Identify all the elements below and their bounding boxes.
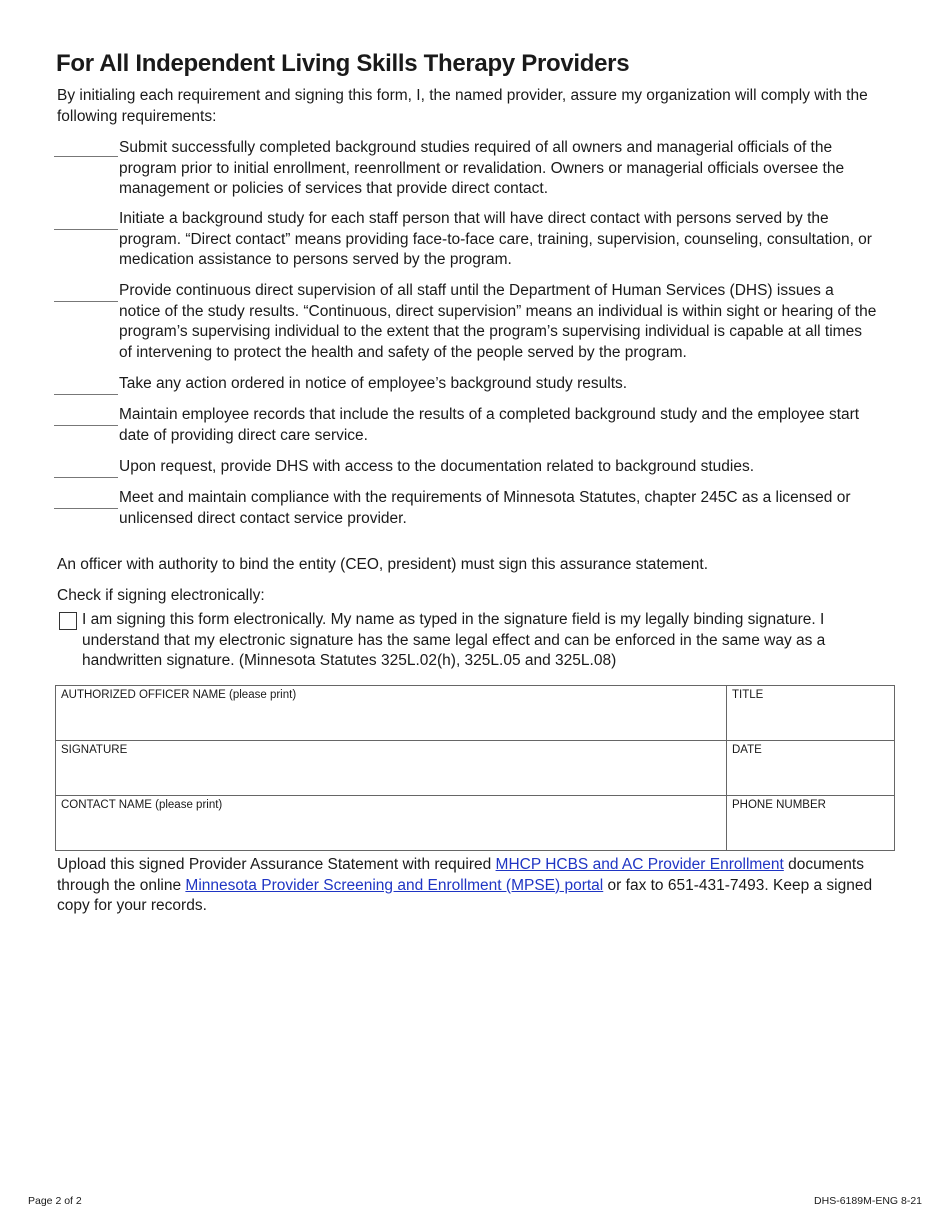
upload-text-2: documents through the online — [57, 856, 864, 894]
page-number: Page 2 of 2 — [28, 1195, 82, 1207]
form-id: DHS-6189M-ENG 8-21 — [814, 1195, 922, 1207]
date-field[interactable] — [727, 741, 895, 796]
initial-blank[interactable] — [54, 301, 118, 302]
field-label: CONTACT NAME (please print) — [61, 799, 223, 811]
requirement-text: Take any action ordered in notice of employee’s background study results. — [119, 375, 628, 392]
upload-text-1: Upload this signed Provider Assurance Statement with required — [57, 856, 496, 873]
initial-blank[interactable] — [54, 508, 118, 509]
field-label: TITLE — [732, 689, 764, 701]
mpse-portal-link[interactable]: Minnesota Provider Screening and Enrollment (MPSE) portal — [185, 876, 604, 894]
officer-statement: An officer with authority to bind the entity (CEO, president) must sign this assurance statement. — [57, 556, 709, 573]
field-label: AUTHORIZED OFFICER NAME (please print) — [61, 689, 297, 701]
requirement-text: Provide continuous direct supervision of all staff until the Department of Human Services (DHS) issues a notice of the study results. “Continuous, direct supervision” means an individual is within sight or hearing of the program’s supervising individual to the extent that the program’s supervising individual is capable at all times of intervening to protect the health and safety of the people served by the program. — [119, 282, 877, 361]
signature-field[interactable] — [56, 741, 727, 796]
title-field[interactable] — [727, 686, 895, 741]
page-title: For All Independent Living Skills Therapy Providers — [56, 50, 630, 77]
field-label: DATE — [732, 744, 762, 756]
initial-blank[interactable] — [54, 394, 118, 395]
upload-instructions — [57, 855, 902, 917]
intro-paragraph: By initialing each requirement and signing this form, I, the named provider, assure my organization will comply with the following requirements: — [57, 87, 868, 125]
initial-blank[interactable] — [54, 477, 118, 478]
enrollment-link[interactable]: MHCP HCBS and AC Provider Enrollment — [495, 856, 784, 873]
requirement-text: Initiate a background study for each staff person that will have direct contact with persons served by the program. “Direct contact” means providing face-to-face care, training, supervision, counseling, consultation, or medication assistance to persons served by the program. — [119, 210, 872, 268]
initial-blank[interactable] — [54, 425, 118, 426]
officer-name-field[interactable] — [56, 686, 727, 741]
phone-number-field[interactable] — [727, 796, 895, 851]
signature-form-table — [55, 685, 895, 851]
field-label: PHONE NUMBER — [732, 799, 826, 811]
check-label: Check if signing electronically: — [57, 587, 265, 604]
esign-statement: I am signing this form electronically. My name as typed in the signature field is my legally binding signature. I understand that my electronic signature has the same legal effect and can be enforced in the same way as a handwritten signature. (Minnesota Statutes 325L.02(h), 325L.05 and 325L.08) — [82, 611, 826, 669]
requirement-text: Maintain employee records that include the results of a completed background study and the employee start date of providing direct care service. — [119, 406, 860, 444]
esign-checkbox[interactable] — [59, 612, 77, 630]
requirement-text: Submit successfully completed background studies required of all owners and managerial officials of the program prior to initial enrollment, reenrollment or revalidation. Owners or managerial officials oversee the management or policies of services that provide direct contact. — [119, 139, 845, 197]
contact-name-field[interactable] — [56, 796, 727, 851]
requirement-text: Upon request, provide DHS with access to the documentation related to background studies. — [119, 458, 755, 475]
field-label: SIGNATURE — [61, 744, 128, 756]
initial-blank[interactable] — [54, 229, 118, 230]
initial-blank[interactable] — [54, 156, 118, 157]
upload-text-3: or fax to 651-431-7493. Keep a signed copy for your records. — [57, 876, 873, 914]
requirement-text: Meet and maintain compliance with the requirements of Minnesota Statutes, chapter 245C as a licensed or unlicensed direct contact service provider. — [119, 489, 851, 527]
